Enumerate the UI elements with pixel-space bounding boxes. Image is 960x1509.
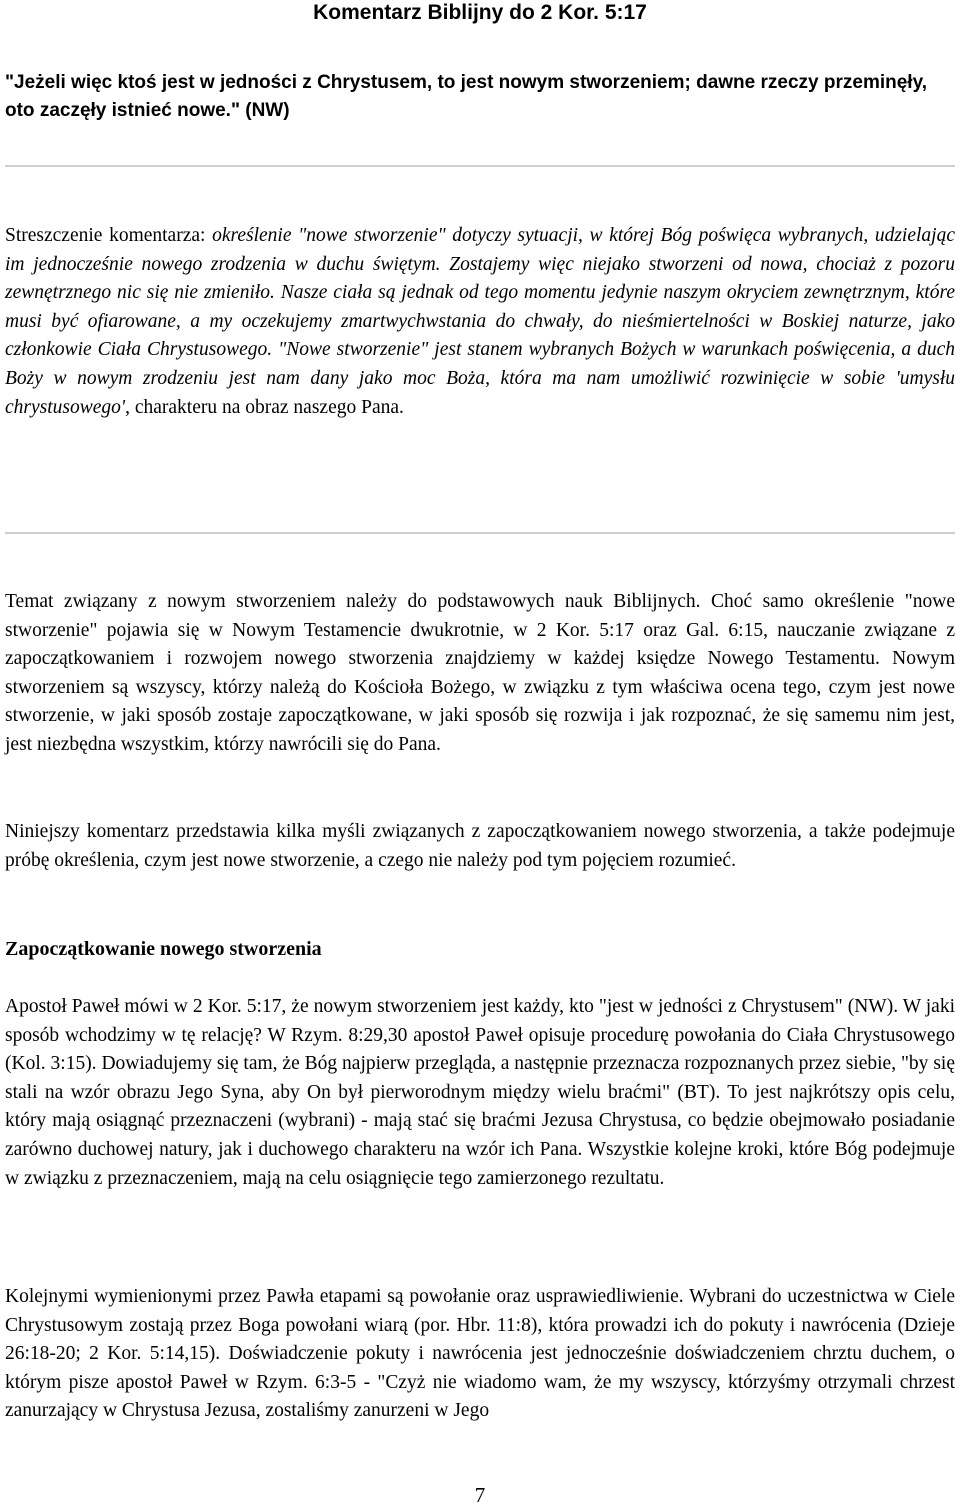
page-number: 7 (474, 1483, 486, 1507)
summary-label: Streszczenie komentarza (5, 225, 201, 246)
divider-middle (5, 532, 955, 534)
intro-paragraph-1: Temat związany z nowym stworzeniem należy do podstawowych nauk Biblijnych. Choć samo określenie "nowe stworzenie" pojawia się w Nowym Testamencie dwukrotnie, w 2 Kor. 5:17 oraz Gal. 6:15, nauczanie związane z zapoczątkowaniem i rozwojem nowego stworzenia znajdziemy w każdej księdze Nowego Testamentu. Nowym stworzeniem są wszyscy, którzy należą do Kościoła Bożego, w związku z tym właściwa ocena tego, czym jest nowe stworzenie, w jaki sposób zostaje zapoczątkowane, w jaki sposób się rozwija i jak rozpoznać, że się samemu nim jest, jest niezbędna wszystkim, którzy nawrócili się do Pana. (5, 591, 955, 755)
divider-top (5, 165, 955, 167)
summary-body: określenie "nowe stworzenie" dotyczy sytuacji, w której Bóg poświęca wybranych, udzielając im jednocześnie nowego zrodzenia w duchu świętym. Zostajemy więc niejako stworzeni od nowa, chociaż z pozoru zewnętrznego nic się nie zmieniło. Nasze ciała są jednak od tego momentu jedynie naszym okryciem zewnętrznym, które musi być ofiarowane, a my oczekujemy zmartwychwstania do chwały, do nieśmiertelności w Boskiej naturze, jako członkowie Ciała Chrystusowego. "Nowe stworzenie" jest stanem wybranych Bożych w warunkach poświęcenia, a duch Boży w nowym zrodzeniu jest nam dany jako moc Boża, która ma nam umożliwić rozwinięcie w sobie 'umysłu chrystusowego' (5, 225, 955, 418)
verse-quote: "Jeżeli więc ktoś jest w jedności z Chrystusem, to jest nowym stworzeniem; dawne rzeczy przeminęły, oto zaczęły istnieć nowe." (NW) (5, 72, 928, 121)
summary-colon: : (200, 225, 213, 246)
section-paragraph-2: Kolejnymi wymienionymi przez Pawła etapami są powołanie oraz usprawiedliwienie. Wybrani do uczestnictwa w Ciele Chrystusowym zostają przez Boga powołani wiarą (por. Hbr. 11:8), która prowadzi ich do pokuty i nawrócenia (Dzieje 26:18-20; 2 Kor. 5:14,15). Doświadczenie pokuty i nawrócenia jest jednocześnie doświadczeniem chrztu duchem, o którym pisze apostoł Paweł w Rzym. 6:3-5 - "Czyż nie wiadomo wam, że my wszyscy, którzyśmy otrzymali chrzest zanurzający w Chrystusa Jezusa, zostaliśmy zanurzeni w Jego (5, 1286, 955, 1422)
intro-paragraph-2: Niniejszy komentarz przedstawia kilka myśli związanych z zapoczątkowaniem nowego stworzenia, a także podejmuje próbę określenia, czym jest nowe stworzenie, a czego nie należy pod tym pojęciem rozumieć. (5, 821, 955, 871)
page-title: Komentarz Biblijny do 2 Kor. 5:17 (313, 1, 647, 24)
summary-paragraph (5, 222, 955, 422)
summary-tail: , charakteru na obraz naszego Pana. (125, 396, 404, 418)
section-heading: Zapoczątkowanie nowego stworzenia (5, 938, 322, 960)
section-paragraph-1: Apostoł Paweł mówi w 2 Kor. 5:17, że nowym stworzeniem jest każdy, kto "jest w jedności z Chrystusem" (NW). W jaki sposób wchodzimy w tę relację? W Rzym. 8:29,30 apostoł Paweł opisuje procedurę powołania do Ciała Chrystusowego (Kol. 3:15). Dowiadujemy się tam, że Bóg najpierw przegląda, a następnie przeznacza rozpoznanych przez siebie, "by się stali na wzór obrazu Jego Syna, aby On był pierworodnym między wielu braćmi" (BT). To jest najkrótszy opis celu, który mają osiągnąć przeznaczeni (wybrani) - mają stać się braćmi Jezusa Chrystusa, co będzie obejmowało posiadanie zarówno duchowej natury, jak i duchowego charakteru na wzór ich Pana. Wszystkie kolejne kroki, które Bóg podejmuje w związku z przeznaczeniem, mają na celu osiągnięcie tego zamierzonego rezultatu. (5, 996, 955, 1189)
